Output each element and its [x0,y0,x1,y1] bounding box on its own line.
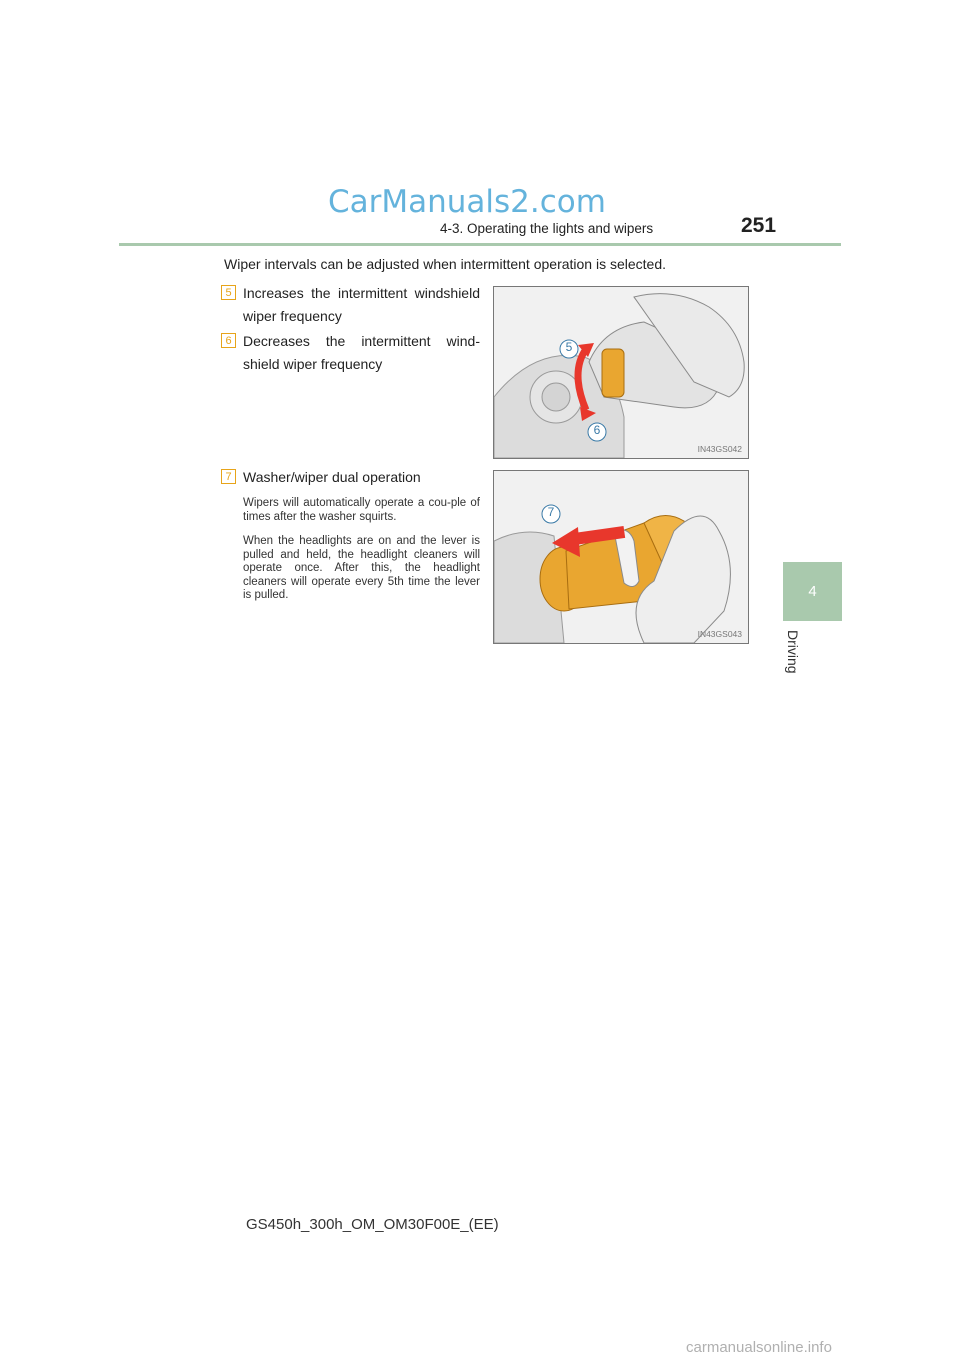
item-number-badge: 6 [221,333,236,348]
item-number-badge: 5 [221,285,236,300]
chapter-tab [783,562,842,621]
chapter-number: 4 [808,583,817,600]
header-divider [119,243,841,246]
item-description: Washer/wiper dual operation [243,469,421,485]
item-description: Decreases the intermittent wind-shield wiper frequency [243,333,480,372]
intro-text: Wiper intervals can be adjusted when intermittent operation is selected. [224,256,667,272]
chapter-label: Driving [785,630,801,674]
lever-pull-illustration [494,471,748,643]
washer-operation-figure [493,470,749,644]
item-description: Increases the intermittent windshield wiper frequency [243,285,480,324]
note-text: Wipers will automatically operate a cou-ple of times after the washer squirts. [243,497,480,523]
callout-number: 6 [593,423,601,437]
lever-rotation-illustration [494,287,748,458]
figure-code: IN43GS043 [697,629,742,639]
wiper-interval-figure [493,286,749,459]
callout-number: 7 [547,505,555,519]
page-number: 251 [741,214,777,237]
section-title: 4-3. Operating the lights and wipers [440,221,654,236]
callout-number: 5 [565,340,573,354]
item-number-badge: 7 [221,469,236,484]
watermark-top: CarManuals2.com [328,184,606,220]
figure-code: IN43GS042 [697,444,742,454]
watermark-bottom: carmanualsonline.info [686,1339,832,1356]
note-text: When the headlights are on and the lever is pulled and held, the headlight cleaners will operate once. After this, the headlight cleaners will operate every 5th time the lever is pulled. [243,535,480,601]
manual-code: GS450h_300h_OM_OM30F00E_(EE) [246,1216,499,1233]
